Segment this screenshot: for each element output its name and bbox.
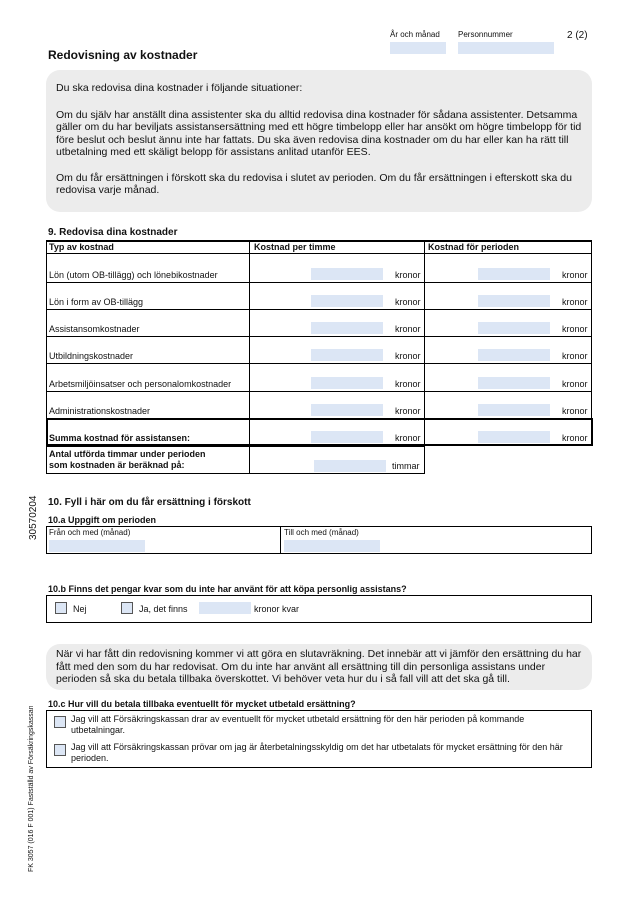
- col-header-per-hour: Kostnad per timme: [254, 242, 336, 252]
- unit-label: kronor: [562, 406, 588, 416]
- review-checkbox[interactable]: [54, 744, 66, 756]
- unit-label: kronor: [395, 270, 421, 280]
- deduct-label: Jag vill att Försäkringskassan drar av eventuellt för mycket utbetald ersättning för den här perioden på kommande utbetalningar.: [71, 714, 525, 735]
- month-label: År och månad: [390, 30, 440, 39]
- section9-title: 9. Redovisa dina kostnader: [48, 227, 178, 238]
- info-paragraph: När vi har fått din redovisning kommer vi att göra en slutavräkning. Det innebär att vi jämför den ersättning du har fått med den som du har redovisat. Om du inte har använt all ersättning till din personliga assistans under perioden så ska du betala tillbaka överskottet. Vi behöver veta hur du i så fall vill att det ska gå till.: [56, 648, 582, 685]
- cost-row-label: Lön (utom OB-tillägg) och lönebikostnader: [49, 270, 218, 280]
- cost-period-field[interactable]: [478, 295, 550, 307]
- section-title: Redovisning av kostnader: [48, 48, 198, 62]
- info-paragraph: Om du får ersättningen i förskott ska du redovisa i slutet av perioden. Om du får ersättningen i efterskott ska du redovisa varje månad.: [56, 171, 572, 196]
- cost-period-field[interactable]: [478, 322, 550, 334]
- sum-label: Summa kostnad för assistansen:: [49, 433, 191, 443]
- hours-field[interactable]: [314, 460, 386, 472]
- cost-per-hour-field[interactable]: [311, 295, 383, 307]
- yes-checkbox[interactable]: [121, 602, 133, 614]
- info-paragraph: Du ska redovisa dina kostnader i följande situationer:: [56, 82, 303, 94]
- unit-label: kronor: [395, 297, 421, 307]
- unit-label: kronor: [562, 324, 588, 334]
- unit-label: kronor: [562, 379, 588, 389]
- to-label: Till och med (månad): [284, 528, 359, 537]
- cost-per-hour-field[interactable]: [311, 404, 383, 416]
- section10b-title: 10.b Finns det pengar kvar som du inte har använt för att köpa personlig assistans?: [48, 584, 407, 594]
- section10a-title: 10.a Uppgift om perioden: [48, 515, 157, 525]
- hours-unit: timmar: [392, 461, 420, 471]
- cost-row-label: Lön i form av OB-tillägg: [49, 297, 144, 307]
- no-label: Nej: [73, 604, 87, 614]
- cost-row-label: Assistansomkostnader: [49, 324, 140, 334]
- unit-label: kronor: [395, 433, 421, 443]
- unit-label: kronor: [395, 406, 421, 416]
- no-checkbox[interactable]: [55, 602, 67, 614]
- sum-period-field[interactable]: [478, 431, 550, 443]
- unit-label: kronor: [562, 270, 588, 280]
- remaining-amount-field[interactable]: [199, 602, 251, 614]
- info-paragraph: Om du själv har anställt dina assistenter ska du alltid redovisa dina kostnader för sådana assistenter. Detsamma gäller om du har beviljats assistansersättning med ett högre timbelopp eller har ansökt om högre timbelopp för tid före beslut och beslut ännu inte har fattats. Du ska även redovisa dina kostnader om du har eller kan ha rätt till utbetalning med ett skäligt belopp för assistans anlitad utanför EES.: [56, 108, 582, 158]
- from-month-field[interactable]: [49, 540, 145, 552]
- cost-period-field[interactable]: [478, 404, 550, 416]
- info-box-costs: [46, 70, 592, 212]
- month-field[interactable]: [390, 42, 446, 54]
- unit-label: kronor: [395, 324, 421, 334]
- review-label: Jag vill att Försäkringskassan prövar om jag är återbetalningsskyldig om det har utbetalats för mycket ersättning för den här perioden.: [71, 742, 563, 763]
- cost-per-hour-field[interactable]: [311, 322, 383, 334]
- cost-row-label: Arbetsmiljöinsatser och personalomkostnader: [49, 379, 232, 389]
- cost-period-field[interactable]: [478, 268, 550, 280]
- page-number: 2 (2): [567, 30, 588, 41]
- cost-per-hour-field[interactable]: [311, 377, 383, 389]
- to-month-field[interactable]: [284, 540, 380, 552]
- cost-period-field[interactable]: [478, 377, 550, 389]
- section10c-title: 10.c Hur vill du betala tillbaka eventuellt för mycket utbetald ersättning?: [48, 699, 356, 709]
- yes-label: Ja, det finns: [139, 604, 188, 614]
- cost-period-field[interactable]: [478, 349, 550, 361]
- unit-label: kronor: [562, 433, 588, 443]
- personnummer-field[interactable]: [458, 42, 554, 54]
- cost-row-label: Administrationskostnader: [49, 406, 151, 416]
- personnummer-label: Personnummer: [458, 30, 513, 39]
- unit-label: kronor: [562, 351, 588, 361]
- cost-per-hour-field[interactable]: [311, 268, 383, 280]
- unit-label: kronor: [562, 297, 588, 307]
- unit-label: kronor: [395, 379, 421, 389]
- hours-label: som kostnaden är beräknad på:: [49, 460, 185, 470]
- remaining-suffix: kronor kvar: [254, 604, 300, 614]
- cost-per-hour-field[interactable]: [311, 349, 383, 361]
- hours-label: Antal utförda timmar under perioden: [49, 449, 206, 459]
- from-label: Från och med (månad): [49, 528, 131, 537]
- section10-title: 10. Fyll i här om du får ersättning i förskott: [48, 497, 251, 508]
- side-form-code: 30570204: [28, 495, 39, 540]
- footer-form-code: FK 3057 (016 F 001) Fastställd av Försäkringskassan: [28, 705, 35, 872]
- unit-label: kronor: [395, 351, 421, 361]
- info-box-settlement: [46, 644, 592, 690]
- cost-row-label: Utbildningskostnader: [49, 351, 134, 361]
- col-header-period: Kostnad för perioden: [428, 242, 520, 252]
- col-header-type: Typ av kostnad: [49, 242, 114, 252]
- sum-per-hour-field[interactable]: [311, 431, 383, 443]
- deduct-checkbox[interactable]: [54, 716, 66, 728]
